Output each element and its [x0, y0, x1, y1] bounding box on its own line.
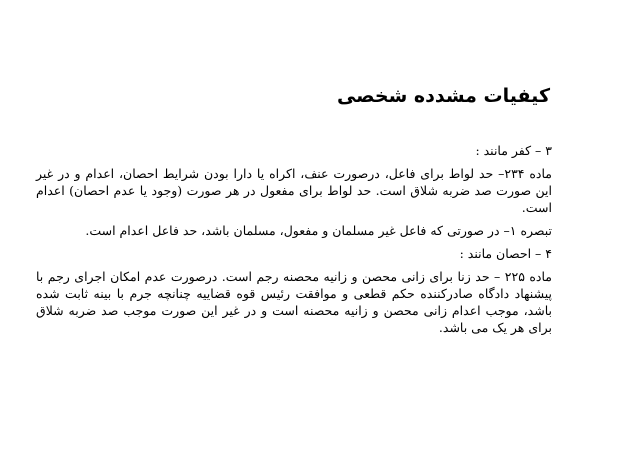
article-225-text: ماده ۲۲۵ – حد زنا برای زانی محصن و زانیه محصنه رجم است. درصورت عدم امکان اجرای رجم با پیشنهاد دادگاه صادرکننده حکم قطعی و موافقت رئیس قوه قضاییه چنانچه جرم با بینه ثابت شده باشد، موجب اعدام زانی محصن و زانیه محصنه است و در غیر این صورت موجب صد ضربه شلاق برای هر یک می باشد.	[36, 269, 553, 335]
note-1-text: تبصره ۱– در صورتی که فاعل غیر مسلمان و مفعول، مسلمان باشد، حد فاعل اعدام است.	[85, 223, 552, 238]
ihsan-heading: ۴ – احصان مانند :	[459, 246, 552, 261]
article-234-text: ماده ۲۳۴– حد لواط برای فاعل، درصورت عنف، اکراه یا دارا بودن شرایط احصان، اعدام و در غیر این صورت صد ضربه شلاق است. حد لواط برای مفعول در هر صورت (وجود یا عدم احصان) اعدام است.	[36, 166, 552, 215]
slide-title: کیفیات مشدده شخصی	[336, 85, 550, 107]
slide-body	[36, 142, 552, 342]
kufr-heading: ۳ – کفر مانند :	[475, 143, 552, 158]
